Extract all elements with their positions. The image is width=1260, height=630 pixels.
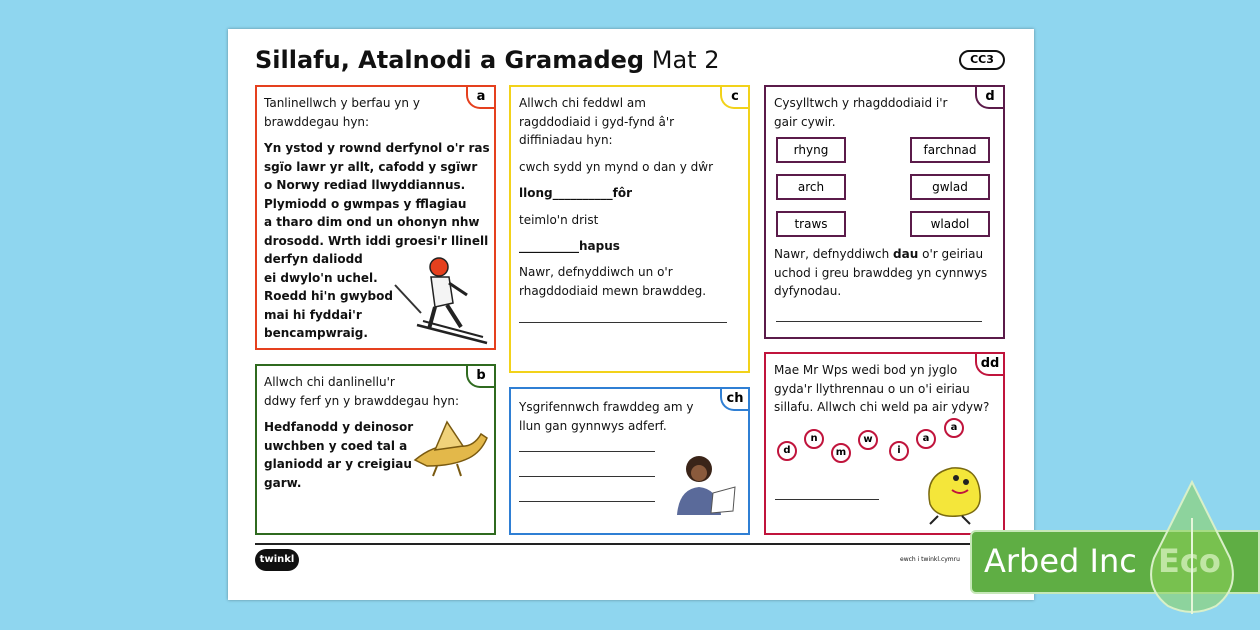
- panel-ch-letter: ch: [720, 387, 750, 411]
- eco-brand-name: Arbed Inc: [984, 542, 1137, 580]
- panel-b-letter: b: [466, 364, 496, 388]
- skier-illustration: [387, 255, 493, 347]
- prefix-box-2[interactable]: arch: [776, 174, 846, 200]
- panel-ch-instruction: Ysgrifennwch frawddeg am y llun gan gynnwys adferf.: [519, 400, 694, 433]
- panel-a-letter: a: [466, 85, 496, 109]
- panel-a-passage: Yn ystod y rownd derfynol o'r ras sgïo lawr yr allt, cafodd y sgïwr o Norwy rediad llwyddiannus. Plymiodd o gwmpas y fflagiau a tharo dim ond un ohonyn nhw drosodd. Wrth iddi groesi'r llinell derfyn daliodd ei dwylo'n uchel. Roedd hi'n gwybod mai hi fyddai'r bencampwraig.: [264, 141, 490, 340]
- word-box-3[interactable]: wladol: [910, 211, 990, 237]
- panel-dd: [764, 352, 1005, 535]
- panel-dd-letter: dd: [975, 352, 1005, 376]
- panel-d-task: Nawr, defnyddiwch dau o'r geiriau uchod i greu brawddeg yn cynnwys dyfynodau.: [774, 247, 988, 298]
- word-box-1[interactable]: farchnad: [910, 137, 990, 163]
- letter-bubble-4: w: [858, 430, 878, 450]
- prefix-box-3[interactable]: traws: [776, 211, 846, 237]
- panel-c-answer-1: llong__________fôr: [519, 186, 632, 200]
- girl-reading-illustration: [669, 453, 739, 519]
- letter-bubble-3: m: [831, 443, 851, 463]
- panel-a-instruction: Tanlinellwch y berfau yn y brawddegau hyn:: [264, 96, 420, 129]
- panel-ch-writing-line-3[interactable]: [519, 501, 655, 502]
- prefix-box-1[interactable]: rhyng: [776, 137, 846, 163]
- panel-c-definition-2: teimlo'n drist: [519, 213, 599, 227]
- letter-bubble-1: d: [777, 441, 797, 461]
- panel-dd-writing-line[interactable]: [775, 499, 879, 500]
- panel-c-answer-2: __________hapus: [519, 239, 620, 253]
- panel-d: [764, 85, 1005, 339]
- panel-ch: [509, 387, 750, 535]
- panel-a: [255, 85, 496, 350]
- panel-b-instruction: Allwch chi danlinellu'r ddwy ferf yn y brawddegau hyn:: [264, 375, 460, 408]
- panel-d-writing-line[interactable]: [776, 321, 982, 322]
- panel-dd-instruction: Mae Mr Wps wedi bod yn jyglo gyda'r llythrennau o un o'i eiriau sillafu. Allwch chi weld pa air ydyw?: [774, 363, 990, 414]
- panel-c: [509, 85, 750, 373]
- panel-d-letter: d: [975, 85, 1005, 109]
- panel-ch-writing-line-2[interactable]: [519, 476, 655, 477]
- panel-c-task: Nawr, defnyddiwch un o'r rhagddodiaid mewn brawddeg.: [519, 265, 707, 298]
- panel-c-instruction: Allwch chi feddwl am ragddodiaid i gyd-fynd â'r diffiniadau hyn:: [519, 96, 675, 147]
- panel-c-letter: c: [720, 85, 750, 109]
- mr-wps-illustration: [916, 454, 990, 526]
- footer-site-link[interactable]: ewch i twinkl.cymru: [900, 556, 960, 563]
- panel-c-writing-line[interactable]: [519, 322, 727, 323]
- letter-bubble-5: i: [889, 441, 909, 461]
- panel-ch-writing-line-1[interactable]: [519, 451, 655, 452]
- page-title: [255, 46, 719, 74]
- letter-bubble-2: n: [804, 429, 824, 449]
- worksheet: [228, 29, 1034, 600]
- letter-bubble-7: a: [944, 418, 964, 438]
- twinkl-logo[interactable]: twinkl: [255, 549, 299, 571]
- panel-b: [255, 364, 496, 535]
- footer-divider: [255, 543, 1006, 545]
- title-bold: Sillafu, Atalnodi a Gramadeg: [255, 46, 645, 74]
- level-badge: CC3: [959, 50, 1005, 70]
- dinosaur-illustration: [407, 416, 493, 478]
- title-rest: Mat 2: [651, 46, 720, 74]
- panel-b-passage: Hedfanodd y deinosor uwchben y coed tal a glaniodd ar y creigiau garw.: [264, 420, 414, 490]
- panel-c-definition-1: cwch sydd yn mynd o dan y dŵr: [519, 160, 714, 174]
- panel-d-instruction: Cysylltwch y rhagddodiaid i'r gair cywir.: [774, 96, 948, 129]
- letter-bubble-6: a: [916, 429, 936, 449]
- leaf-drop-icon: [1140, 478, 1244, 618]
- word-box-2[interactable]: gwlad: [910, 174, 990, 200]
